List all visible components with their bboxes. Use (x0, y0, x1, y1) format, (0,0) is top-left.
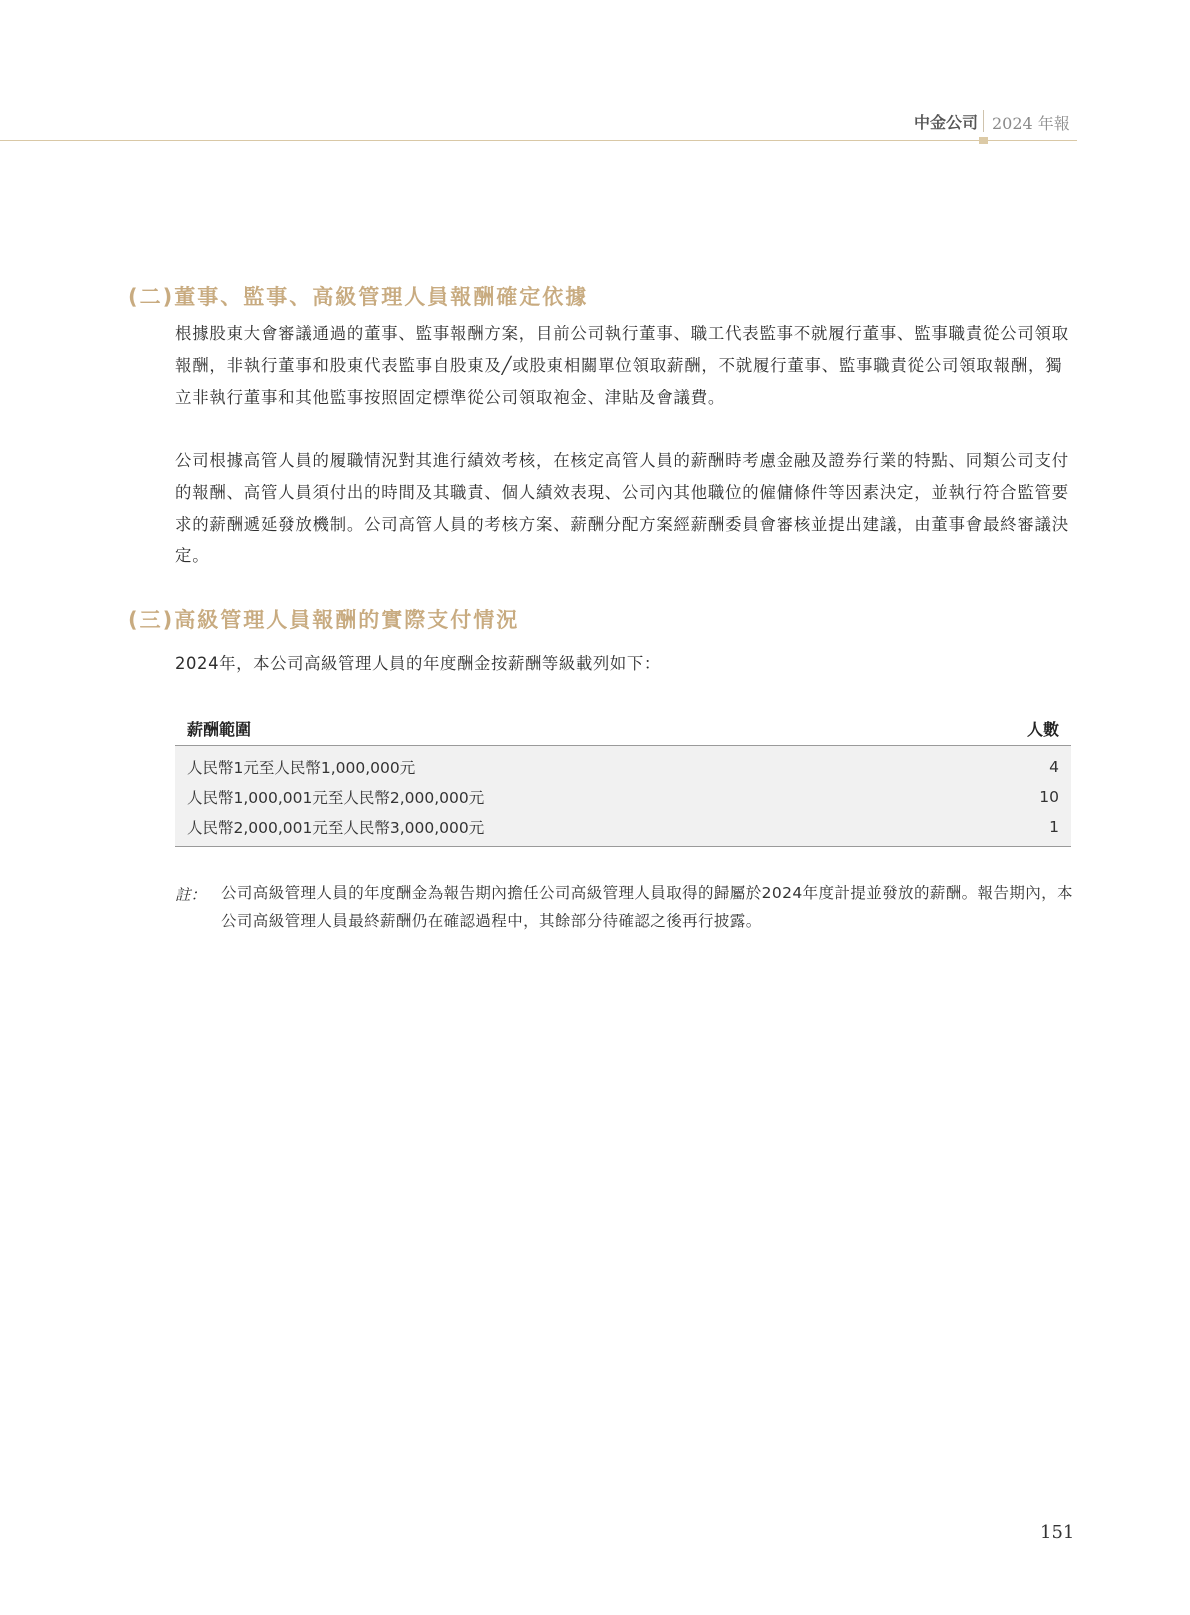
section-2-title: (二)董事、監事、高級管理人員報酬確定依據 (128, 285, 589, 309)
section-2-paragraph-2: 公司根據高管人員的履職情況對其進行績效考核，在核定高管人員的薪酬時考慮金融及證券行業的特點、同類公司支付的報酬、高管人員須付出的時間及其職責、個人績效表現、公司內其他職位的僱傭條件等因素決定，並執行符合監管要求的薪酬遞延發放機制。公司高管人員的考核方案、薪酬分配方案經薪酬委員會審核並提出建議，由董事會最終審議決定。 (175, 451, 1069, 566)
range-cell: 人民幣2,000,001元至人民幣3,000,000元 (175, 812, 938, 847)
table-row (175, 746, 1071, 783)
table-row (175, 782, 1071, 812)
range-cell: 人民幣1,000,001元至人民幣2,000,000元 (175, 782, 938, 812)
header-report-title: 2024 年報 (992, 114, 1070, 133)
table-header-row (175, 711, 1071, 746)
note-text: 公司高級管理人員的年度酬金為報告期內擔任公司高級管理人員取得的歸屬於2024年度計提並發放的薪酬。報告期內，本公司高級管理人員最終薪酬仍在確認過程中，其餘部分待確認之後再行披露。 (221, 884, 1073, 930)
range-cell: 人民幣1元至人民幣1,000,000元 (175, 746, 938, 783)
table-row (175, 812, 1071, 847)
header-range: 薪酬範圍 (175, 711, 938, 746)
header-separator (983, 110, 984, 132)
header-marker (979, 137, 988, 144)
count-cell: 10 (938, 782, 1071, 812)
header-company: 中金公司 (914, 113, 979, 132)
count-cell: 1 (938, 812, 1071, 847)
section-2-paragraph-1: 根據股東大會審議通過的董事、監事報酬方案，目前公司執行董事、職工代表監事不就履行董事、監事職責從公司領取報酬，非執行董事和股東代表監事自股東及╱或股東相關單位領取薪酬，不就履行董事、監事職責從公司領取報酬，獨立非執行董事和其他監事按照固定標準從公司領取袍金、津貼及會議費。 (175, 324, 1069, 407)
section-3-title: (三)高級管理人員報酬的實際支付情況 (128, 608, 520, 632)
count-cell: 4 (938, 746, 1071, 783)
note-label: 註： (175, 886, 207, 904)
header-count: 人數 (938, 711, 1071, 746)
page-number: 151 (1040, 1522, 1075, 1543)
header-rule (0, 140, 1077, 141)
compensation-table (175, 711, 1071, 847)
section-3-intro: 2024年，本公司高級管理人員的年度酬金按薪酬等級載列如下： (175, 654, 661, 673)
